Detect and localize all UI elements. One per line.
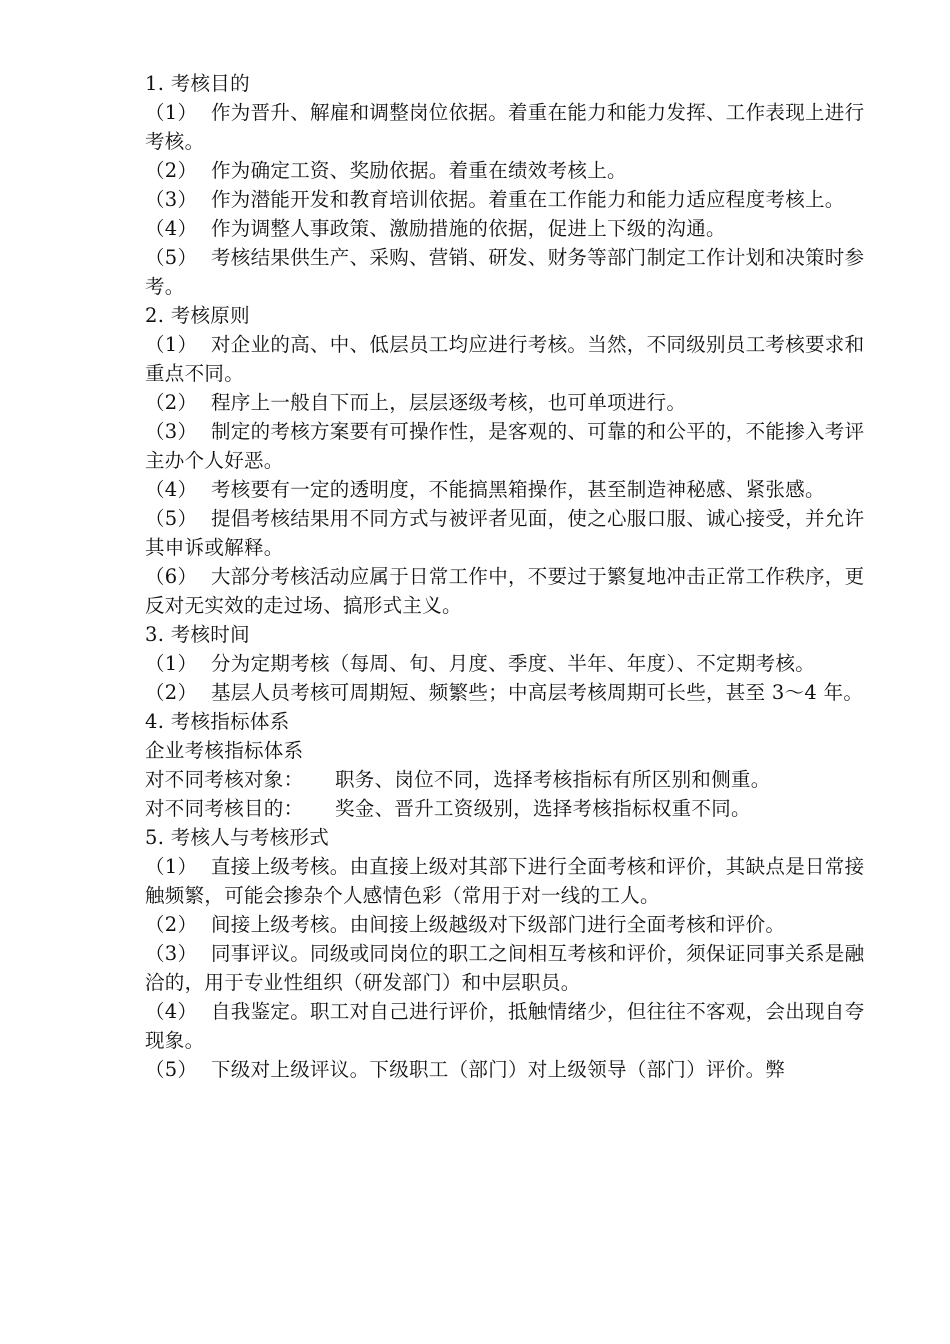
item-text: 程序上一般自下而上，层层逐级考核，也可单项进行。 (211, 391, 687, 414)
item-number: （6） (145, 565, 198, 588)
indicator-value: 职务、岗位不同，选择考核指标有所区别和侧重。 (335, 768, 771, 791)
list-item (145, 417, 875, 475)
item-number: （1） (145, 101, 198, 124)
item-number: （3） (145, 420, 198, 443)
list-item (145, 678, 875, 707)
item-text: 制定的考核方案要有可操作性，是客观的、可靠的和公平的，不能掺入考评主办个人好恶。 (145, 420, 865, 472)
item-number: （2） (145, 391, 198, 414)
section-heading: 4. 考核指标体系 (145, 710, 290, 733)
section-heading: 5. 考核人与考核形式 (145, 826, 330, 849)
list-item (145, 388, 875, 417)
item-text: 提倡考核结果用不同方式与被评者见面，使之心服口服、诚心接受，并允许其申诉或解释。 (145, 507, 865, 559)
section-heading: 1. 考核目的 (145, 72, 250, 95)
list-item (145, 475, 875, 504)
item-text: 对企业的高、中、低层员工均应进行考核。当然，不同级别员工考核要求和重点不同。 (145, 333, 865, 385)
item-number: （4） (145, 217, 198, 240)
section-heading: 2. 考核原则 (145, 304, 250, 327)
list-item (145, 997, 875, 1055)
item-text: 作为潜能开发和教育培训依据。着重在工作能力和能力适应程度考核上。 (211, 188, 845, 211)
item-text: 作为调整人事政策、激励措施的依据，促进上下级的沟通。 (211, 217, 726, 240)
list-item (145, 214, 875, 243)
item-number: （3） (145, 942, 198, 965)
item-number: （5） (145, 507, 198, 530)
item-number: （3） (145, 188, 198, 211)
document-body (145, 69, 875, 1084)
indicator-line (145, 794, 875, 823)
item-number: （2） (145, 913, 198, 936)
item-text: 基层人员考核可周期短、频繁些；中高层考核周期可长些，甚至 3～4 年。 (211, 681, 864, 704)
item-number: （4） (145, 478, 198, 501)
item-number: （4） (145, 1000, 198, 1023)
item-number: （5） (145, 246, 198, 269)
item-text: 间接上级考核。由间接上级越级对下级部门进行全面考核和评价。 (211, 913, 786, 936)
list-item (145, 649, 875, 678)
list-item (145, 98, 875, 156)
item-text: 同事评议。同级或同岗位的职工之间相互考核和评价，须保证同事关系是融洽的，用于专业性组织（研发部门）和中层职员。 (145, 942, 865, 994)
item-text: 下级对上级评议。下级职工（部门）对上级领导（部门）评价。弊 (211, 1058, 786, 1081)
indicator-line (145, 736, 875, 765)
list-item (145, 939, 875, 997)
item-text: 大部分考核活动应属于日常工作中，不要过于繁复地冲击正常工作秩序，更反对无实效的走过场、搞形式主义。 (145, 565, 865, 617)
item-text: 考核结果供生产、采购、营销、研发、财务等部门制定工作计划和决策时参考。 (145, 246, 865, 298)
list-item (145, 562, 875, 620)
item-text: 考核要有一定的透明度，不能搞黑箱操作，甚至制造神秘感、紧张感。 (211, 478, 825, 501)
list-item (145, 185, 875, 214)
list-item (145, 852, 875, 910)
list-item (145, 330, 875, 388)
item-number: （5） (145, 1058, 198, 1081)
section-heading: 3. 考核时间 (145, 623, 250, 646)
list-item (145, 910, 875, 939)
item-text: 作为晋升、解雇和调整岗位依据。着重在能力和能力发挥、工作表现上进行考核。 (145, 101, 865, 153)
indicator-line (145, 765, 875, 794)
item-number: （1） (145, 855, 198, 878)
list-item (145, 156, 875, 185)
item-number: （2） (145, 159, 198, 182)
indicator-key: 对不同考核目的： (145, 797, 304, 820)
item-number: （1） (145, 333, 198, 356)
item-text: 作为确定工资、奖励依据。着重在绩效考核上。 (211, 159, 627, 182)
list-item (145, 504, 875, 562)
item-number: （1） (145, 652, 198, 675)
item-number: （2） (145, 681, 198, 704)
indicator-key: 对不同考核对象： (145, 768, 304, 791)
item-text: 直接上级考核。由直接上级对其部下进行全面考核和评价，其缺点是日常接触频繁，可能会掺杂个人感情色彩（常用于对一线的工人。 (145, 855, 865, 907)
item-text: 自我鉴定。职工对自己进行评价，抵触情绪少，但往往不客观，会出现自夸现象。 (145, 1000, 865, 1052)
indicator-value: 奖金、晋升工资级别，选择考核指标权重不同。 (335, 797, 751, 820)
item-text: 分为定期考核（每周、旬、月度、季度、半年、年度）、不定期考核。 (211, 652, 816, 675)
indicator-title: 企业考核指标体系 (145, 739, 304, 762)
list-item (145, 243, 875, 301)
list-item (145, 1055, 875, 1084)
